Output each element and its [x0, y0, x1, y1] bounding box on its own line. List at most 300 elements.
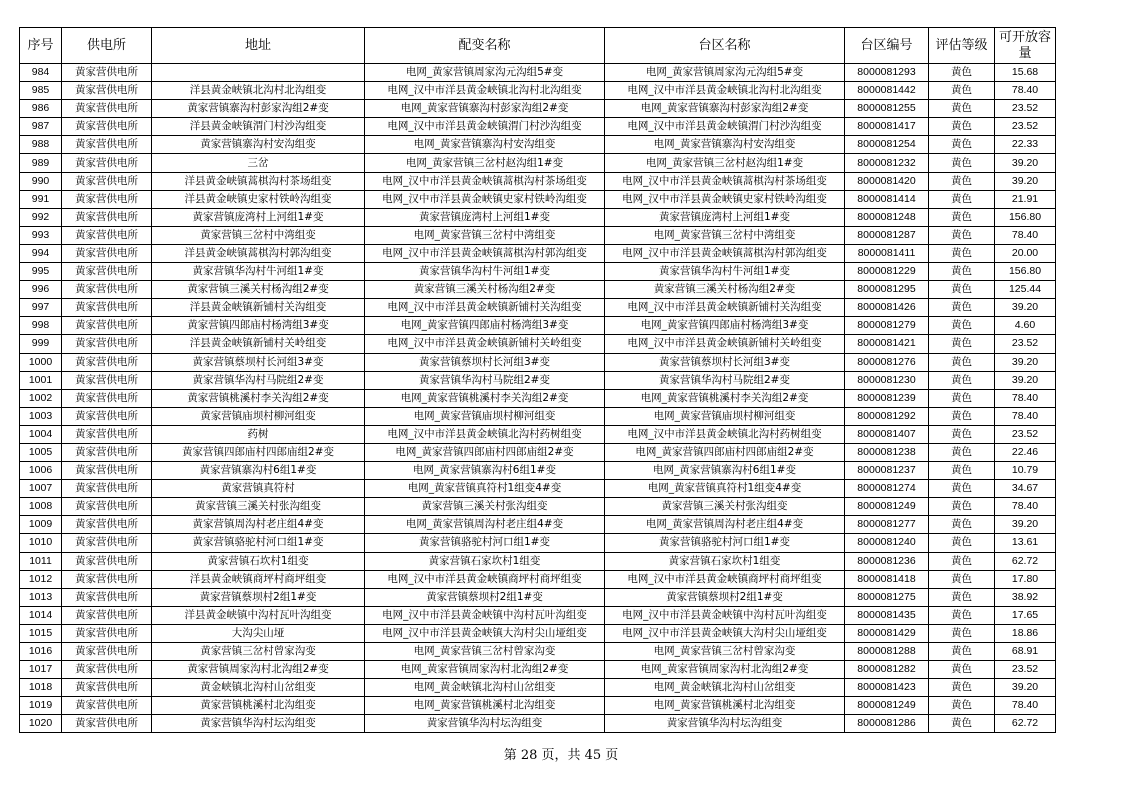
- cell-address: 黄家营镇周沟村老庄组4#变: [152, 516, 365, 534]
- cell-open-capacity: 39.20: [995, 679, 1056, 697]
- table-row: [20, 371, 1056, 389]
- cell-supply-station: 黄家营供电所: [62, 697, 152, 715]
- cell-transformer-name: 电网_汉中市洋县黄金峡镇中沟村瓦叶沟组变: [365, 606, 605, 624]
- cell-supply-station: 黄家营供电所: [62, 570, 152, 588]
- table-row: [20, 552, 1056, 570]
- cell-index: 1019: [20, 697, 62, 715]
- cell-open-capacity: 39.20: [995, 299, 1056, 317]
- cell-area-name: 电网_汉中市洋县黄金峡镇商坪村商坪组变: [605, 570, 845, 588]
- cell-supply-station: 黄家营供电所: [62, 389, 152, 407]
- table-row: [20, 208, 1056, 226]
- cell-supply-station: 黄家营供电所: [62, 208, 152, 226]
- cell-supply-station: 黄家营供电所: [62, 118, 152, 136]
- cell-open-capacity: 78.40: [995, 407, 1056, 425]
- cell-open-capacity: 38.92: [995, 588, 1056, 606]
- cell-index: 988: [20, 136, 62, 154]
- cell-transformer-name: 电网_黄家营镇寨沟村彭家沟组2#变: [365, 100, 605, 118]
- cell-area-name: 电网_汉中市洋县黄金峡镇新铺村关岭组变: [605, 335, 845, 353]
- cell-address: 黄家营镇三溪关村杨沟组2#变: [152, 281, 365, 299]
- cell-area-code: 8000081248: [845, 208, 929, 226]
- cell-rating: 黄色: [929, 244, 995, 262]
- cell-area-code: 8000081282: [845, 661, 929, 679]
- cell-address: 黄家营镇三岔村中湾组变: [152, 226, 365, 244]
- cell-open-capacity: 17.65: [995, 606, 1056, 624]
- table-row: [20, 299, 1056, 317]
- cell-index: 1006: [20, 462, 62, 480]
- cell-open-capacity: 34.67: [995, 480, 1056, 498]
- cell-transformer-name: 电网_黄家营镇四郎庙村四郎庙组2#变: [365, 443, 605, 461]
- cell-transformer-name: 黄家营镇华沟村坛沟组变: [365, 715, 605, 733]
- cell-open-capacity: 39.20: [995, 371, 1056, 389]
- cell-supply-station: 黄家营供电所: [62, 516, 152, 534]
- cell-area-code: 8000081276: [845, 353, 929, 371]
- cell-area-name: 电网_汉中市洋县黄金峡镇史家村铁岭沟组变: [605, 190, 845, 208]
- cell-address: 黄家营镇庞湾村上河组1#变: [152, 208, 365, 226]
- cell-transformer-name: 电网_汉中市洋县黄金峡镇蒿棋沟村茶场组变: [365, 172, 605, 190]
- cell-rating: 黄色: [929, 661, 995, 679]
- cell-index: 1012: [20, 570, 62, 588]
- table-row: [20, 263, 1056, 281]
- cell-address: 黄金峡镇北沟村山岔组变: [152, 679, 365, 697]
- cell-transformer-name: 黄家营镇蔡坝村长河组3#变: [365, 353, 605, 371]
- cell-address: 黄家营镇三岔村曾家沟变: [152, 643, 365, 661]
- cell-open-capacity: 21.91: [995, 190, 1056, 208]
- cell-area-code: 8000081420: [845, 172, 929, 190]
- cell-rating: 黄色: [929, 462, 995, 480]
- cell-transformer-name: 电网_汉中市洋县黄金峡镇新铺村关岭组变: [365, 335, 605, 353]
- cell-area-name: 黄家营镇蔡坝村长河组3#变: [605, 353, 845, 371]
- cell-area-code: 8000081239: [845, 389, 929, 407]
- cell-transformer-name: 电网_黄家营镇四郎庙村杨湾组3#变: [365, 317, 605, 335]
- cell-transformer-name: 黄家营镇石家坎村1组变: [365, 552, 605, 570]
- cell-supply-station: 黄家营供电所: [62, 679, 152, 697]
- cell-supply-station: 黄家营供电所: [62, 480, 152, 498]
- cell-rating: 黄色: [929, 570, 995, 588]
- header-rating: 评估等级: [929, 28, 995, 64]
- cell-transformer-name: 黄家营镇华沟村马院组2#变: [365, 371, 605, 389]
- cell-index: 1016: [20, 643, 62, 661]
- table-row: [20, 154, 1056, 172]
- cell-index: 992: [20, 208, 62, 226]
- cell-transformer-name: 电网_黄家营镇桃溪村李关沟组2#变: [365, 389, 605, 407]
- table-row: [20, 317, 1056, 335]
- cell-open-capacity: 23.52: [995, 118, 1056, 136]
- cell-transformer-name: 电网_黄家营镇庙坝村柳河组变: [365, 407, 605, 425]
- cell-supply-station: 黄家营供电所: [62, 226, 152, 244]
- cell-rating: 黄色: [929, 407, 995, 425]
- cell-area-code: 8000081230: [845, 371, 929, 389]
- cell-rating: 黄色: [929, 136, 995, 154]
- cell-transformer-name: 电网_汉中市洋县黄金峡镇北沟村药树组变: [365, 425, 605, 443]
- cell-area-name: 电网_黄家营镇周家沟元沟组5#变: [605, 64, 845, 82]
- cell-address: 大沟尖山垭: [152, 624, 365, 642]
- header-area-name: 台区名称: [605, 28, 845, 64]
- table-row: [20, 226, 1056, 244]
- table-row: [20, 136, 1056, 154]
- cell-index: 1001: [20, 371, 62, 389]
- cell-address: 药树: [152, 425, 365, 443]
- cell-rating: 黄色: [929, 353, 995, 371]
- cell-supply-station: 黄家营供电所: [62, 64, 152, 82]
- cell-index: 993: [20, 226, 62, 244]
- cell-supply-station: 黄家营供电所: [62, 661, 152, 679]
- table-row: [20, 389, 1056, 407]
- cell-open-capacity: 10.79: [995, 462, 1056, 480]
- table-row: [20, 353, 1056, 371]
- cell-supply-station: 黄家营供电所: [62, 263, 152, 281]
- table-row: [20, 64, 1056, 82]
- cell-rating: 黄色: [929, 100, 995, 118]
- cell-area-name: 电网_黄金峡镇北沟村山岔组变: [605, 679, 845, 697]
- cell-rating: 黄色: [929, 480, 995, 498]
- cell-supply-station: 黄家营供电所: [62, 425, 152, 443]
- table-row: [20, 715, 1056, 733]
- cell-area-code: 8000081255: [845, 100, 929, 118]
- cell-rating: 黄色: [929, 154, 995, 172]
- cell-open-capacity: 39.20: [995, 353, 1056, 371]
- cell-area-name: 电网_汉中市洋县黄金峡镇北沟村北沟组变: [605, 82, 845, 100]
- cell-area-code: 8000081423: [845, 679, 929, 697]
- cell-address: 洋县黄金峡镇史家村铁岭沟组变: [152, 190, 365, 208]
- cell-supply-station: 黄家营供电所: [62, 443, 152, 461]
- cell-area-name: 电网_汉中市洋县黄金峡镇蒿棋沟村茶场组变: [605, 172, 845, 190]
- table-row: [20, 425, 1056, 443]
- cell-transformer-name: 黄家营镇三溪关村张沟组变: [365, 498, 605, 516]
- cell-index: 1007: [20, 480, 62, 498]
- table-row: [20, 570, 1056, 588]
- cell-index: 994: [20, 244, 62, 262]
- cell-open-capacity: 39.20: [995, 172, 1056, 190]
- cell-open-capacity: 20.00: [995, 244, 1056, 262]
- cell-address: 三岔: [152, 154, 365, 172]
- cell-area-name: 电网_黄家营镇桃溪村北沟组变: [605, 697, 845, 715]
- cell-area-code: 8000081293: [845, 64, 929, 82]
- cell-rating: 黄色: [929, 317, 995, 335]
- cell-supply-station: 黄家营供电所: [62, 371, 152, 389]
- table-row: [20, 118, 1056, 136]
- cell-address: 黄家营镇蔡坝村长河组3#变: [152, 353, 365, 371]
- cell-area-name: 电网_黄家营镇四郎庙村四郎庙组2#变: [605, 443, 845, 461]
- cell-address: 黄家营镇真符村: [152, 480, 365, 498]
- cell-supply-station: 黄家营供电所: [62, 317, 152, 335]
- cell-open-capacity: 68.91: [995, 643, 1056, 661]
- cell-rating: 黄色: [929, 263, 995, 281]
- cell-supply-station: 黄家营供电所: [62, 136, 152, 154]
- cell-transformer-name: 电网_汉中市洋县黄金峡镇史家村铁岭沟组变: [365, 190, 605, 208]
- cell-rating: 黄色: [929, 64, 995, 82]
- cell-area-code: 8000081426: [845, 299, 929, 317]
- table-header-row: [20, 28, 1056, 64]
- cell-area-name: 黄家营镇华沟村马院组2#变: [605, 371, 845, 389]
- cell-area-name: 电网_黄家营镇周家沟村北沟组2#变: [605, 661, 845, 679]
- cell-open-capacity: 15.68: [995, 64, 1056, 82]
- cell-area-code: 8000081274: [845, 480, 929, 498]
- cell-supply-station: 黄家营供电所: [62, 172, 152, 190]
- table-row: [20, 82, 1056, 100]
- cell-transformer-name: 黄家营镇三溪关村杨沟组2#变: [365, 281, 605, 299]
- cell-index: 1004: [20, 425, 62, 443]
- cell-rating: 黄色: [929, 190, 995, 208]
- cell-supply-station: 黄家营供电所: [62, 154, 152, 172]
- cell-area-name: 电网_汉中市洋县黄金峡镇大沟村尖山垭组变: [605, 624, 845, 642]
- cell-transformer-name: 电网_黄家营镇周家沟村北沟组2#变: [365, 661, 605, 679]
- cell-area-code: 8000081279: [845, 317, 929, 335]
- cell-rating: 黄色: [929, 643, 995, 661]
- cell-open-capacity: 78.40: [995, 82, 1056, 100]
- cell-index: 1015: [20, 624, 62, 642]
- cell-index: 987: [20, 118, 62, 136]
- cell-index: 1014: [20, 606, 62, 624]
- cell-open-capacity: 23.52: [995, 661, 1056, 679]
- cell-transformer-name: 电网_汉中市洋县黄金峡镇商坪村商坪组变: [365, 570, 605, 588]
- cell-index: 1020: [20, 715, 62, 733]
- cell-index: 1002: [20, 389, 62, 407]
- cell-index: 998: [20, 317, 62, 335]
- cell-open-capacity: 17.80: [995, 570, 1056, 588]
- table-row: [20, 335, 1056, 353]
- cell-transformer-name: 电网_汉中市洋县黄金峡镇北沟村北沟组变: [365, 82, 605, 100]
- cell-address: 黄家营镇石坎村1组变: [152, 552, 365, 570]
- cell-area-name: 电网_汉中市洋县黄金峡镇蒿棋沟村郭沟组变: [605, 244, 845, 262]
- cell-area-code: 8000081288: [845, 643, 929, 661]
- cell-address: [152, 64, 365, 82]
- cell-area-name: 电网_黄家营镇四郎庙村杨湾组3#变: [605, 317, 845, 335]
- cell-address: 黄家营镇寨沟村彭家沟组2#变: [152, 100, 365, 118]
- cell-area-code: 8000081417: [845, 118, 929, 136]
- cell-open-capacity: 156.80: [995, 208, 1056, 226]
- table-row: [20, 190, 1056, 208]
- cell-index: 996: [20, 281, 62, 299]
- cell-transformer-name: 电网_汉中市洋县黄金峡镇渭门村沙沟组变: [365, 118, 605, 136]
- table-row: [20, 172, 1056, 190]
- cell-address: 洋县黄金峡镇新铺村关岭组变: [152, 335, 365, 353]
- cell-index: 1010: [20, 534, 62, 552]
- cell-supply-station: 黄家营供电所: [62, 353, 152, 371]
- cell-open-capacity: 18.86: [995, 624, 1056, 642]
- table-row: [20, 679, 1056, 697]
- cell-address: 黄家营镇蔡坝村2组1#变: [152, 588, 365, 606]
- cell-transformer-name: 电网_黄家营镇三岔村曾家沟变: [365, 643, 605, 661]
- cell-index: 990: [20, 172, 62, 190]
- cell-index: 1008: [20, 498, 62, 516]
- cell-rating: 黄色: [929, 118, 995, 136]
- cell-area-code: 8000081418: [845, 570, 929, 588]
- cell-area-name: 黄家营镇骆驼村河口组1#变: [605, 534, 845, 552]
- cell-area-code: 8000081442: [845, 82, 929, 100]
- cell-supply-station: 黄家营供电所: [62, 606, 152, 624]
- cell-area-name: 电网_黄家营镇寨沟村彭家沟组2#变: [605, 100, 845, 118]
- cell-supply-station: 黄家营供电所: [62, 82, 152, 100]
- cell-transformer-name: 黄家营镇庞湾村上河组1#变: [365, 208, 605, 226]
- cell-address: 黄家营镇四郎庙村四郎庙组2#变: [152, 443, 365, 461]
- cell-area-name: 电网_汉中市洋县黄金峡镇中沟村瓦叶沟组变: [605, 606, 845, 624]
- cell-area-name: 电网_黄家营镇寨沟村6组1#变: [605, 462, 845, 480]
- header-supply-station: 供电所: [62, 28, 152, 64]
- cell-open-capacity: 4.60: [995, 317, 1056, 335]
- cell-open-capacity: 78.40: [995, 226, 1056, 244]
- cell-area-name: 电网_汉中市洋县黄金峡镇北沟村药树组变: [605, 425, 845, 443]
- cell-index: 1005: [20, 443, 62, 461]
- cell-area-code: 8000081286: [845, 715, 929, 733]
- cell-supply-station: 黄家营供电所: [62, 244, 152, 262]
- table-row: [20, 443, 1056, 461]
- cell-rating: 黄色: [929, 534, 995, 552]
- cell-area-name: 黄家营镇三溪关村杨沟组2#变: [605, 281, 845, 299]
- cell-transformer-name: 电网_黄家营镇寨沟村6组1#变: [365, 462, 605, 480]
- cell-supply-station: 黄家营供电所: [62, 407, 152, 425]
- cell-index: 1011: [20, 552, 62, 570]
- header-address: 地址: [152, 28, 365, 64]
- cell-supply-station: 黄家营供电所: [62, 299, 152, 317]
- table-row: [20, 498, 1056, 516]
- cell-rating: 黄色: [929, 389, 995, 407]
- cell-address: 黄家营镇华沟村马院组2#变: [152, 371, 365, 389]
- cell-open-capacity: 78.40: [995, 697, 1056, 715]
- cell-area-name: 电网_黄家营镇三岔村赵沟组1#变: [605, 154, 845, 172]
- cell-address: 黄家营镇华沟村牛河组1#变: [152, 263, 365, 281]
- cell-area-code: 8000081411: [845, 244, 929, 262]
- cell-area-code: 8000081414: [845, 190, 929, 208]
- cell-rating: 黄色: [929, 697, 995, 715]
- cell-index: 985: [20, 82, 62, 100]
- cell-rating: 黄色: [929, 498, 995, 516]
- cell-area-name: 电网_黄家营镇寨沟村安沟组变: [605, 136, 845, 154]
- cell-area-code: 8000081287: [845, 226, 929, 244]
- table-row: [20, 516, 1056, 534]
- cell-index: 999: [20, 335, 62, 353]
- cell-area-code: 8000081236: [845, 552, 929, 570]
- cell-transformer-name: 电网_汉中市洋县黄金峡镇大沟村尖山垭组变: [365, 624, 605, 642]
- cell-address: 黄家营镇桃溪村李关沟组2#变: [152, 389, 365, 407]
- cell-transformer-name: 电网_汉中市洋县黄金峡镇蒿棋沟村郭沟组变: [365, 244, 605, 262]
- cell-transformer-name: 黄家营镇蔡坝村2组1#变: [365, 588, 605, 606]
- cell-address: 黄家营镇骆驼村河口组1#变: [152, 534, 365, 552]
- cell-transformer-name: 电网_黄家营镇寨沟村安沟组变: [365, 136, 605, 154]
- cell-open-capacity: 62.72: [995, 715, 1056, 733]
- cell-transformer-name: 电网_黄家营镇周沟村老庄组4#变: [365, 516, 605, 534]
- cell-transformer-name: 电网_黄金峡镇北沟村山岔组变: [365, 679, 605, 697]
- cell-area-name: 电网_黄家营镇三岔村曾家沟变: [605, 643, 845, 661]
- capacity-table: [19, 27, 1056, 733]
- cell-supply-station: 黄家营供电所: [62, 534, 152, 552]
- cell-area-name: 黄家营镇华沟村坛沟组变: [605, 715, 845, 733]
- cell-area-name: 电网_黄家营镇真符村1组变4#变: [605, 480, 845, 498]
- cell-address: 黄家营镇桃溪村北沟组变: [152, 697, 365, 715]
- cell-open-capacity: 13.61: [995, 534, 1056, 552]
- table-row: [20, 480, 1056, 498]
- cell-area-code: 8000081249: [845, 498, 929, 516]
- cell-index: 991: [20, 190, 62, 208]
- cell-area-code: 8000081275: [845, 588, 929, 606]
- cell-address: 黄家营镇寨沟村6组1#变: [152, 462, 365, 480]
- cell-area-name: 黄家营镇三溪关村张沟组变: [605, 498, 845, 516]
- cell-index: 984: [20, 64, 62, 82]
- cell-area-code: 8000081407: [845, 425, 929, 443]
- cell-area-name: 电网_汉中市洋县黄金峡镇渭门村沙沟组变: [605, 118, 845, 136]
- cell-rating: 黄色: [929, 299, 995, 317]
- cell-transformer-name: 电网_黄家营镇三岔村赵沟组1#变: [365, 154, 605, 172]
- cell-address: 洋县黄金峡镇商坪村商坪组变: [152, 570, 365, 588]
- cell-rating: 黄色: [929, 208, 995, 226]
- cell-area-code: 8000081435: [845, 606, 929, 624]
- cell-supply-station: 黄家营供电所: [62, 498, 152, 516]
- cell-open-capacity: 39.20: [995, 516, 1056, 534]
- cell-open-capacity: 23.52: [995, 425, 1056, 443]
- table-row: [20, 588, 1056, 606]
- table-row: [20, 624, 1056, 642]
- cell-area-name: 电网_黄家营镇周沟村老庄组4#变: [605, 516, 845, 534]
- cell-index: 995: [20, 263, 62, 281]
- cell-area-name: 电网_黄家营镇庙坝村柳河组变: [605, 407, 845, 425]
- cell-area-name: 电网_黄家营镇桃溪村李关沟组2#变: [605, 389, 845, 407]
- table-row: [20, 534, 1056, 552]
- cell-open-capacity: 125.44: [995, 281, 1056, 299]
- cell-rating: 黄色: [929, 335, 995, 353]
- cell-area-code: 8000081237: [845, 462, 929, 480]
- cell-supply-station: 黄家营供电所: [62, 552, 152, 570]
- cell-rating: 黄色: [929, 606, 995, 624]
- cell-address: 黄家营镇寨沟村安沟组变: [152, 136, 365, 154]
- header-index: 序号: [20, 28, 62, 64]
- cell-open-capacity: 156.80: [995, 263, 1056, 281]
- cell-address: 洋县黄金峡镇北沟村北沟组变: [152, 82, 365, 100]
- cell-supply-station: 黄家营供电所: [62, 100, 152, 118]
- cell-transformer-name: 电网_黄家营镇真符村1组变4#变: [365, 480, 605, 498]
- cell-address: 洋县黄金峡镇中沟村瓦叶沟组变: [152, 606, 365, 624]
- cell-supply-station: 黄家营供电所: [62, 190, 152, 208]
- table-row: [20, 281, 1056, 299]
- cell-rating: 黄色: [929, 82, 995, 100]
- cell-supply-station: 黄家营供电所: [62, 281, 152, 299]
- cell-address: 洋县黄金峡镇渭门村沙沟组变: [152, 118, 365, 136]
- table-row: [20, 661, 1056, 679]
- cell-index: 989: [20, 154, 62, 172]
- cell-rating: 黄色: [929, 172, 995, 190]
- table-row: [20, 100, 1056, 118]
- cell-rating: 黄色: [929, 425, 995, 443]
- cell-transformer-name: 电网_黄家营镇桃溪村北沟组变: [365, 697, 605, 715]
- cell-area-code: 8000081292: [845, 407, 929, 425]
- cell-rating: 黄色: [929, 371, 995, 389]
- cell-supply-station: 黄家营供电所: [62, 335, 152, 353]
- cell-area-code: 8000081421: [845, 335, 929, 353]
- cell-address: 黄家营镇华沟村坛沟组变: [152, 715, 365, 733]
- cell-open-capacity: 62.72: [995, 552, 1056, 570]
- cell-rating: 黄色: [929, 624, 995, 642]
- cell-open-capacity: 78.40: [995, 389, 1056, 407]
- cell-index: 1017: [20, 661, 62, 679]
- cell-area-code: 8000081229: [845, 263, 929, 281]
- cell-transformer-name: 黄家营镇华沟村牛河组1#变: [365, 263, 605, 281]
- cell-area-code: 8000081238: [845, 443, 929, 461]
- cell-area-code: 8000081277: [845, 516, 929, 534]
- cell-area-name: 电网_汉中市洋县黄金峡镇新铺村关沟组变: [605, 299, 845, 317]
- cell-area-code: 8000081249: [845, 697, 929, 715]
- table-row: [20, 407, 1056, 425]
- cell-address: 洋县黄金峡镇蒿棋沟村郭沟组变: [152, 244, 365, 262]
- cell-index: 1018: [20, 679, 62, 697]
- cell-open-capacity: 23.52: [995, 100, 1056, 118]
- cell-area-name: 黄家营镇石家坎村1组变: [605, 552, 845, 570]
- cell-area-code: 8000081240: [845, 534, 929, 552]
- cell-open-capacity: 22.33: [995, 136, 1056, 154]
- cell-area-code: 8000081232: [845, 154, 929, 172]
- cell-rating: 黄色: [929, 552, 995, 570]
- cell-index: 986: [20, 100, 62, 118]
- cell-open-capacity: 39.20: [995, 154, 1056, 172]
- cell-supply-station: 黄家营供电所: [62, 462, 152, 480]
- cell-open-capacity: 23.52: [995, 335, 1056, 353]
